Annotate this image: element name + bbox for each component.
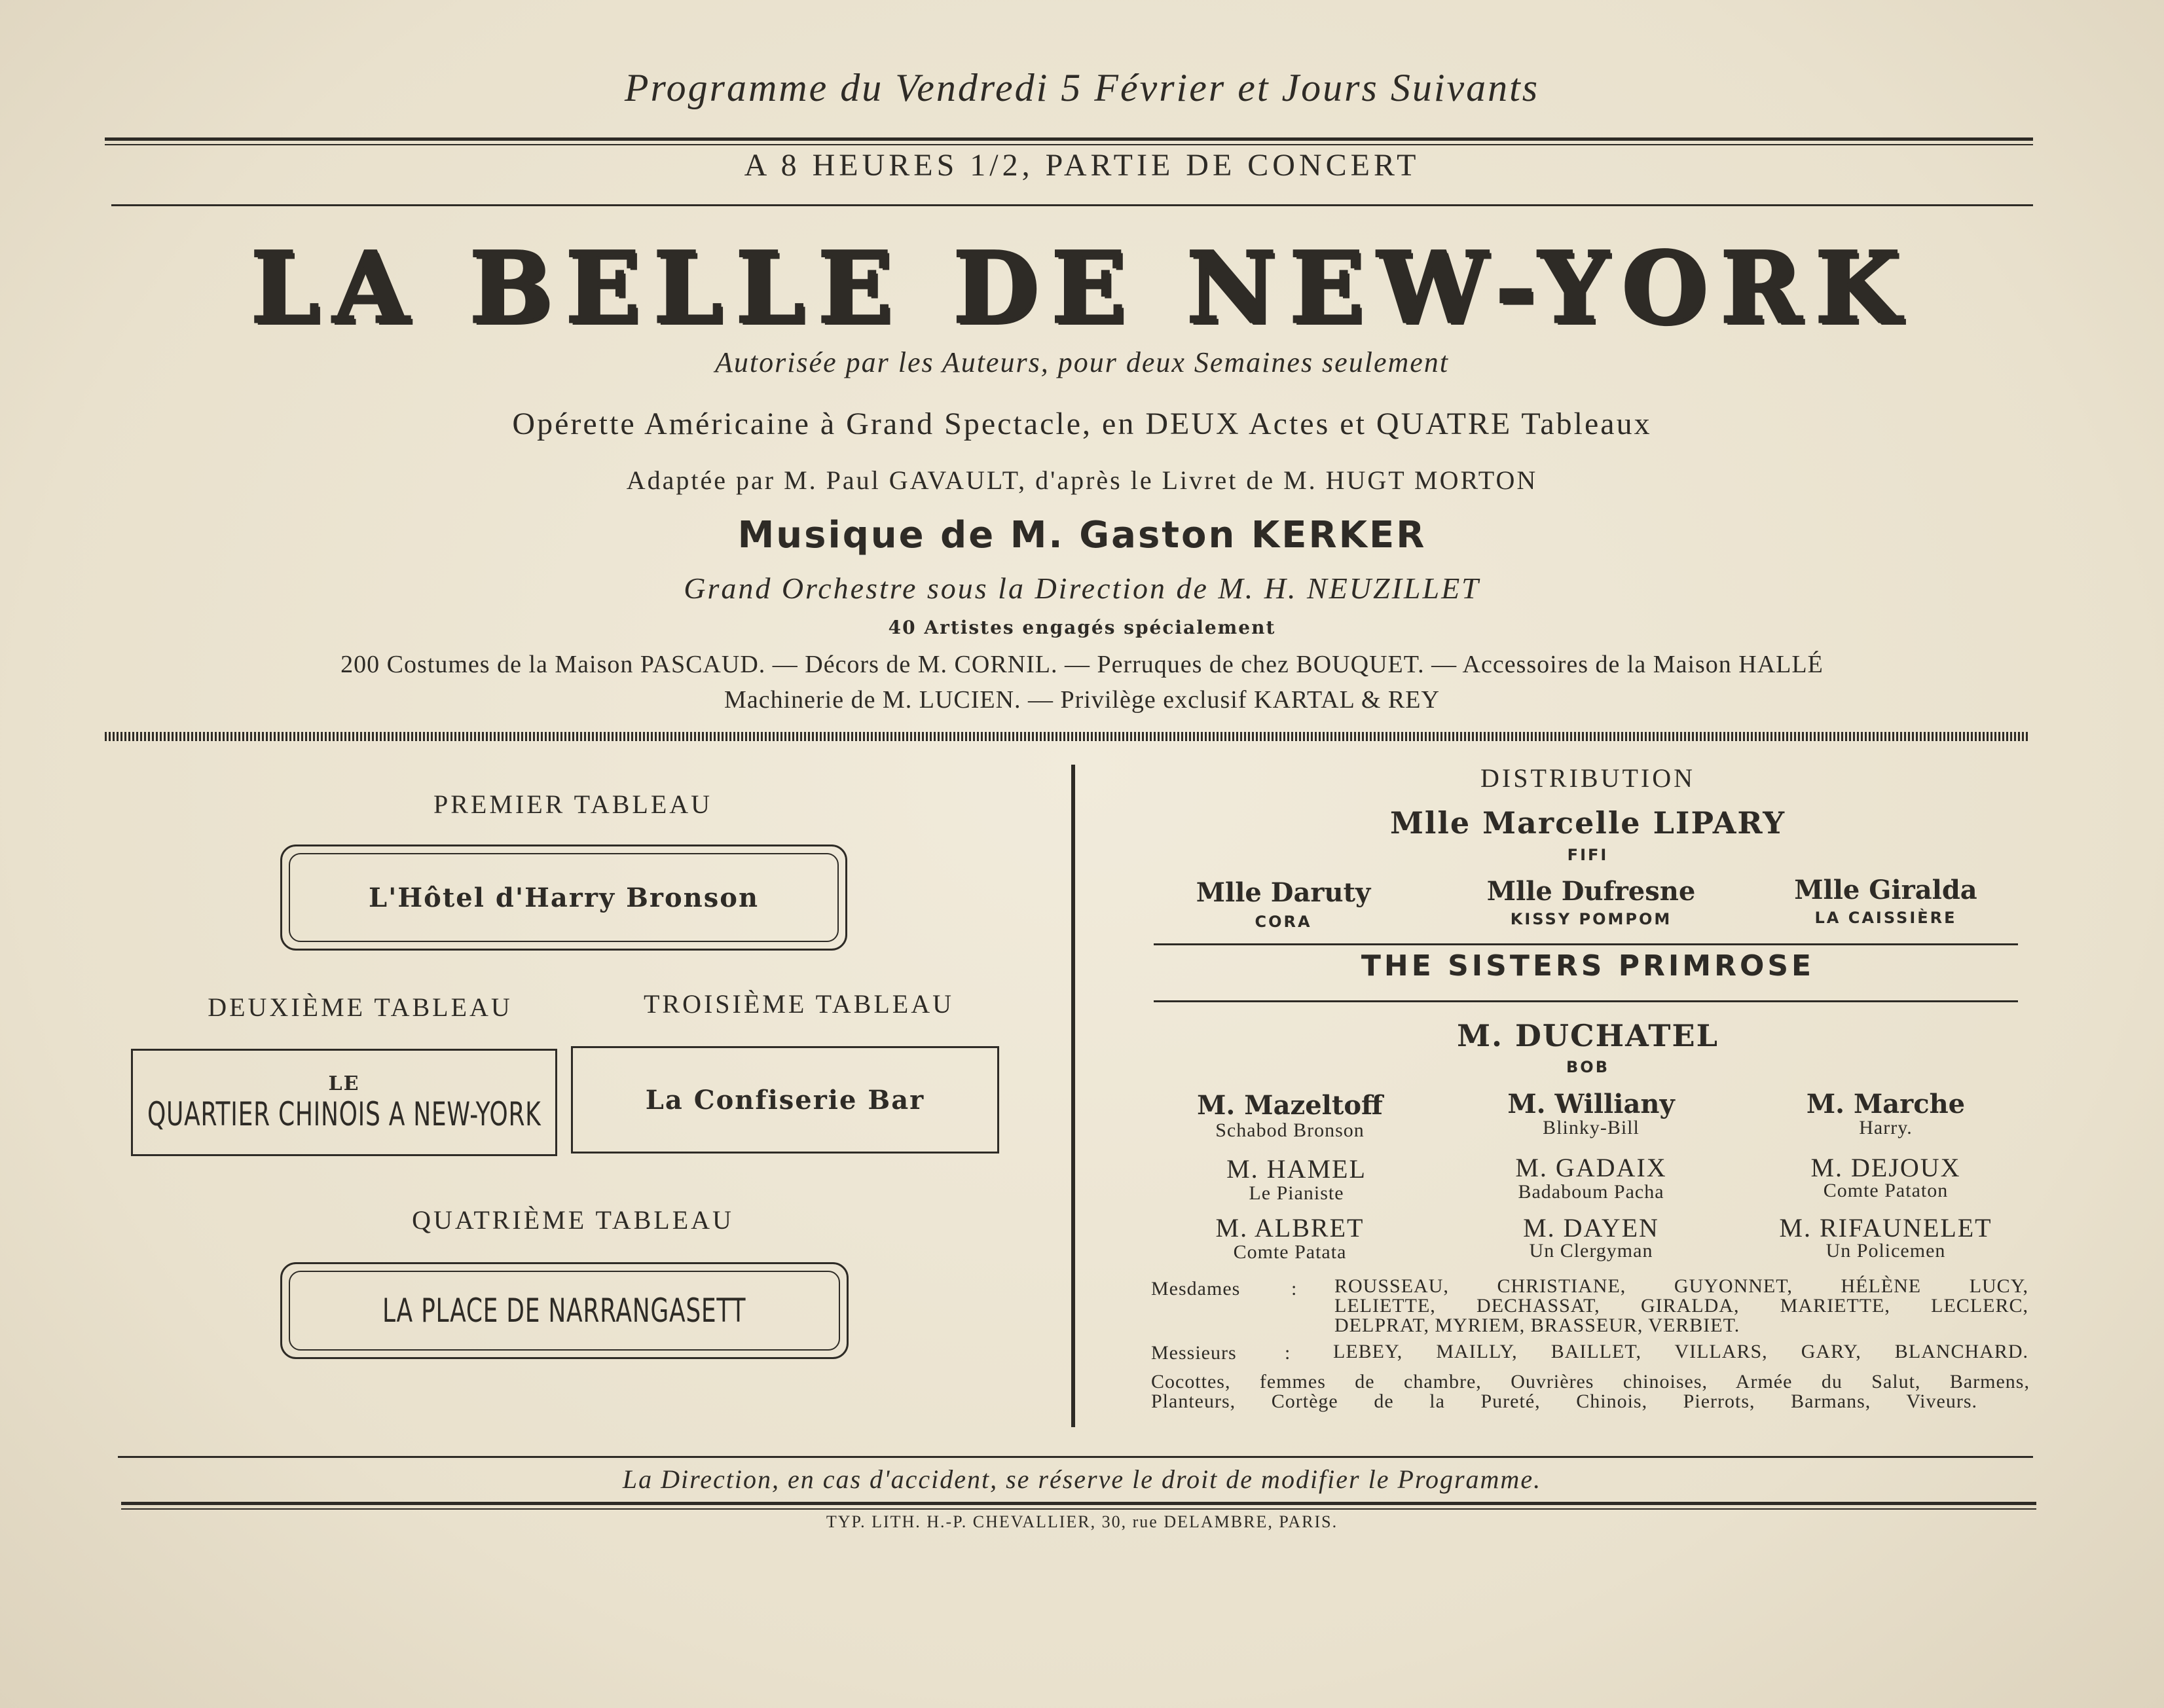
actor-mazeltoff-name: M. Mazeltoff xyxy=(1197,1090,1383,1121)
header-double-rule-top xyxy=(105,137,2033,141)
show-title: LA BELLE DE NEW-YORK xyxy=(250,230,1914,346)
mesdames-colon: : xyxy=(1291,1278,1298,1299)
actress-dufresne-name: Mlle Dufresne xyxy=(1486,876,1696,907)
genre-line: Opérette Américaine à Grand Spectacle, en DEUX Actes et QUATRE Tableaux xyxy=(512,407,1652,441)
quatrieme-tableau-label: QUATRIÈME TABLEAU xyxy=(412,1205,734,1235)
adaptation-line: Adaptée par M. Paul GAVAULT, d'après le Livret de M. HUGT MORTON xyxy=(626,465,1538,495)
troisieme-tableau-title: La Confiserie Bar xyxy=(645,1084,925,1116)
premier-tableau-label: PREMIER TABLEAU xyxy=(433,790,713,819)
deuxieme-tableau-title-top: LE xyxy=(328,1072,360,1095)
actor-rifaunelet-role: Un Policemen xyxy=(1825,1240,1946,1262)
column-divider xyxy=(1071,765,1075,1427)
actor-dayen-name: M. DAYEN xyxy=(1523,1213,1659,1243)
actor-albret-role: Comte Patata xyxy=(1233,1241,1347,1263)
extras-line-1: Cocottes, femmes de chambre, Ouvrières chinoises, Armée du Salut, Barmens, xyxy=(1151,1371,2030,1392)
actor-williany-name: M. Williany xyxy=(1507,1089,1675,1119)
distribution-heading: DISTRIBUTION xyxy=(1480,763,1695,793)
actress-giralda-role: LA CAISSIÈRE xyxy=(1814,909,1957,927)
section-divider xyxy=(105,732,2030,741)
actress-daruty-name: Mlle Daruty xyxy=(1196,877,1371,908)
mesdames-line-3: DELPRAT, MYRIEM, BRASSEUR, VERBIET. xyxy=(1334,1315,1740,1336)
premier-tableau-box xyxy=(280,845,847,951)
distribution-rule-2 xyxy=(1154,1000,2018,1002)
orchestra-line: Grand Orchestre sous la Direction de M. H. NEUZILLET xyxy=(684,572,1480,605)
quatrieme-tableau-box xyxy=(280,1262,849,1359)
composer-line: Musique de M. Gaston KERKER xyxy=(737,514,1427,556)
actor-marche-role: Harry. xyxy=(1859,1117,1913,1138)
actor-dejoux-name: M. DEJOUX xyxy=(1810,1153,1961,1182)
credits-line-1: 200 Costumes de la Maison PASCAUD. — Décors de M. CORNIL. — Perruques de chez BOUQUET. — Accessoires de la Maison HALLÉ xyxy=(340,651,1824,678)
concert-time-line: A 8 HEURES 1/2, PARTIE DE CONCERT xyxy=(744,148,1420,183)
actor-hamel-name: M. HAMEL xyxy=(1226,1154,1366,1184)
actor-dayen-role: Un Clergyman xyxy=(1529,1240,1653,1262)
credits-line-2: Machinerie de M. LUCIEN. — Privilège exclusif KARTAL & REY xyxy=(724,686,1440,714)
footer-note: La Direction, en cas d'accident, se réserve le droit de modifier le Programme. xyxy=(622,1464,1542,1494)
printer-credit: TYP. LITH. H.-P. CHEVALLIER, 30, rue DELAMBRE, PARIS. xyxy=(826,1512,1338,1531)
actress-giralda-name: Mlle Giralda xyxy=(1794,875,1977,905)
actor-marche-name: M. Marche xyxy=(1806,1089,1966,1119)
quatrieme-tableau-title: LA PLACE DE NARRANGASETT xyxy=(382,1292,746,1330)
sisters-primrose: THE SISTERS PRIMROSE xyxy=(1361,949,1815,983)
distribution-rule-1 xyxy=(1154,943,2018,945)
premier-tableau-title: L'Hôtel d'Harry Bronson xyxy=(368,882,760,913)
mesdames-line-2: LELIETTE, DECHASSAT, GIRALDA, MARIETTE, LECLERC, xyxy=(1334,1295,2028,1317)
header-double-rule-bottom xyxy=(105,144,2033,145)
actor-gadaix-name: M. GADAIX xyxy=(1515,1153,1667,1182)
extras-line-2: Planteurs, Cortège de la Pureté, Chinois, Pierrots, Barmans, Viveurs. xyxy=(1151,1390,1977,1412)
male-lead-name: M. DUCHATEL xyxy=(1457,1018,1719,1053)
footer-rule-top xyxy=(118,1456,2033,1458)
mesdames-label: Mesdames xyxy=(1151,1278,1241,1299)
actor-mazeltoff-role: Schabod Bronson xyxy=(1215,1119,1365,1141)
lead-actress-role: FIFI xyxy=(1567,846,1609,864)
troisieme-tableau-label: TROISIÈME TABLEAU xyxy=(643,989,955,1019)
male-lead-role: BOB xyxy=(1566,1058,1609,1076)
actor-williany-role: Blinky-Bill xyxy=(1543,1117,1640,1138)
messieurs-colon: : xyxy=(1285,1342,1291,1364)
messieurs-line: LEBEY, MAILLY, BAILLET, VILLARS, GARY, BLANCHARD. xyxy=(1333,1341,2028,1362)
deuxieme-tableau-box xyxy=(131,1049,557,1156)
actress-dufresne-role: KISSY POMPOM xyxy=(1510,910,1672,928)
header-rule xyxy=(111,204,2033,206)
actor-albret-name: M. ALBRET xyxy=(1215,1213,1365,1243)
troisieme-tableau-box xyxy=(571,1046,999,1154)
actor-rifaunelet-name: M. RIFAUNELET xyxy=(1779,1213,1992,1243)
programme-date-line: Programme du Vendredi 5 Février et Jours Suivants xyxy=(624,66,1540,109)
actor-dejoux-role: Comte Pataton xyxy=(1823,1180,1949,1201)
footer-double-rule-bottom xyxy=(121,1508,2036,1510)
deuxieme-tableau-label: DEUXIÈME TABLEAU xyxy=(208,992,513,1022)
messieurs-label: Messieurs xyxy=(1151,1342,1237,1364)
actress-daruty-role: CORA xyxy=(1255,913,1312,931)
lead-actress-name: Mlle Marcelle LIPARY xyxy=(1389,805,1786,841)
artists-line: 40 Artistes engagés spécialement xyxy=(888,617,1276,638)
footer-double-rule-top xyxy=(121,1502,2036,1505)
mesdames-line-1: ROUSSEAU, CHRISTIANE, GUYONNET, HÉLÈNE LUCY, xyxy=(1334,1275,2028,1297)
actor-hamel-role: Le Pianiste xyxy=(1249,1182,1344,1204)
deuxieme-tableau-title: QUARTIER CHINOIS A NEW-YORK xyxy=(147,1095,541,1133)
actor-gadaix-role: Badaboum Pacha xyxy=(1518,1181,1664,1203)
authorisation-line: Autorisée par les Auteurs, pour deux Semaines seulement xyxy=(714,346,1449,378)
